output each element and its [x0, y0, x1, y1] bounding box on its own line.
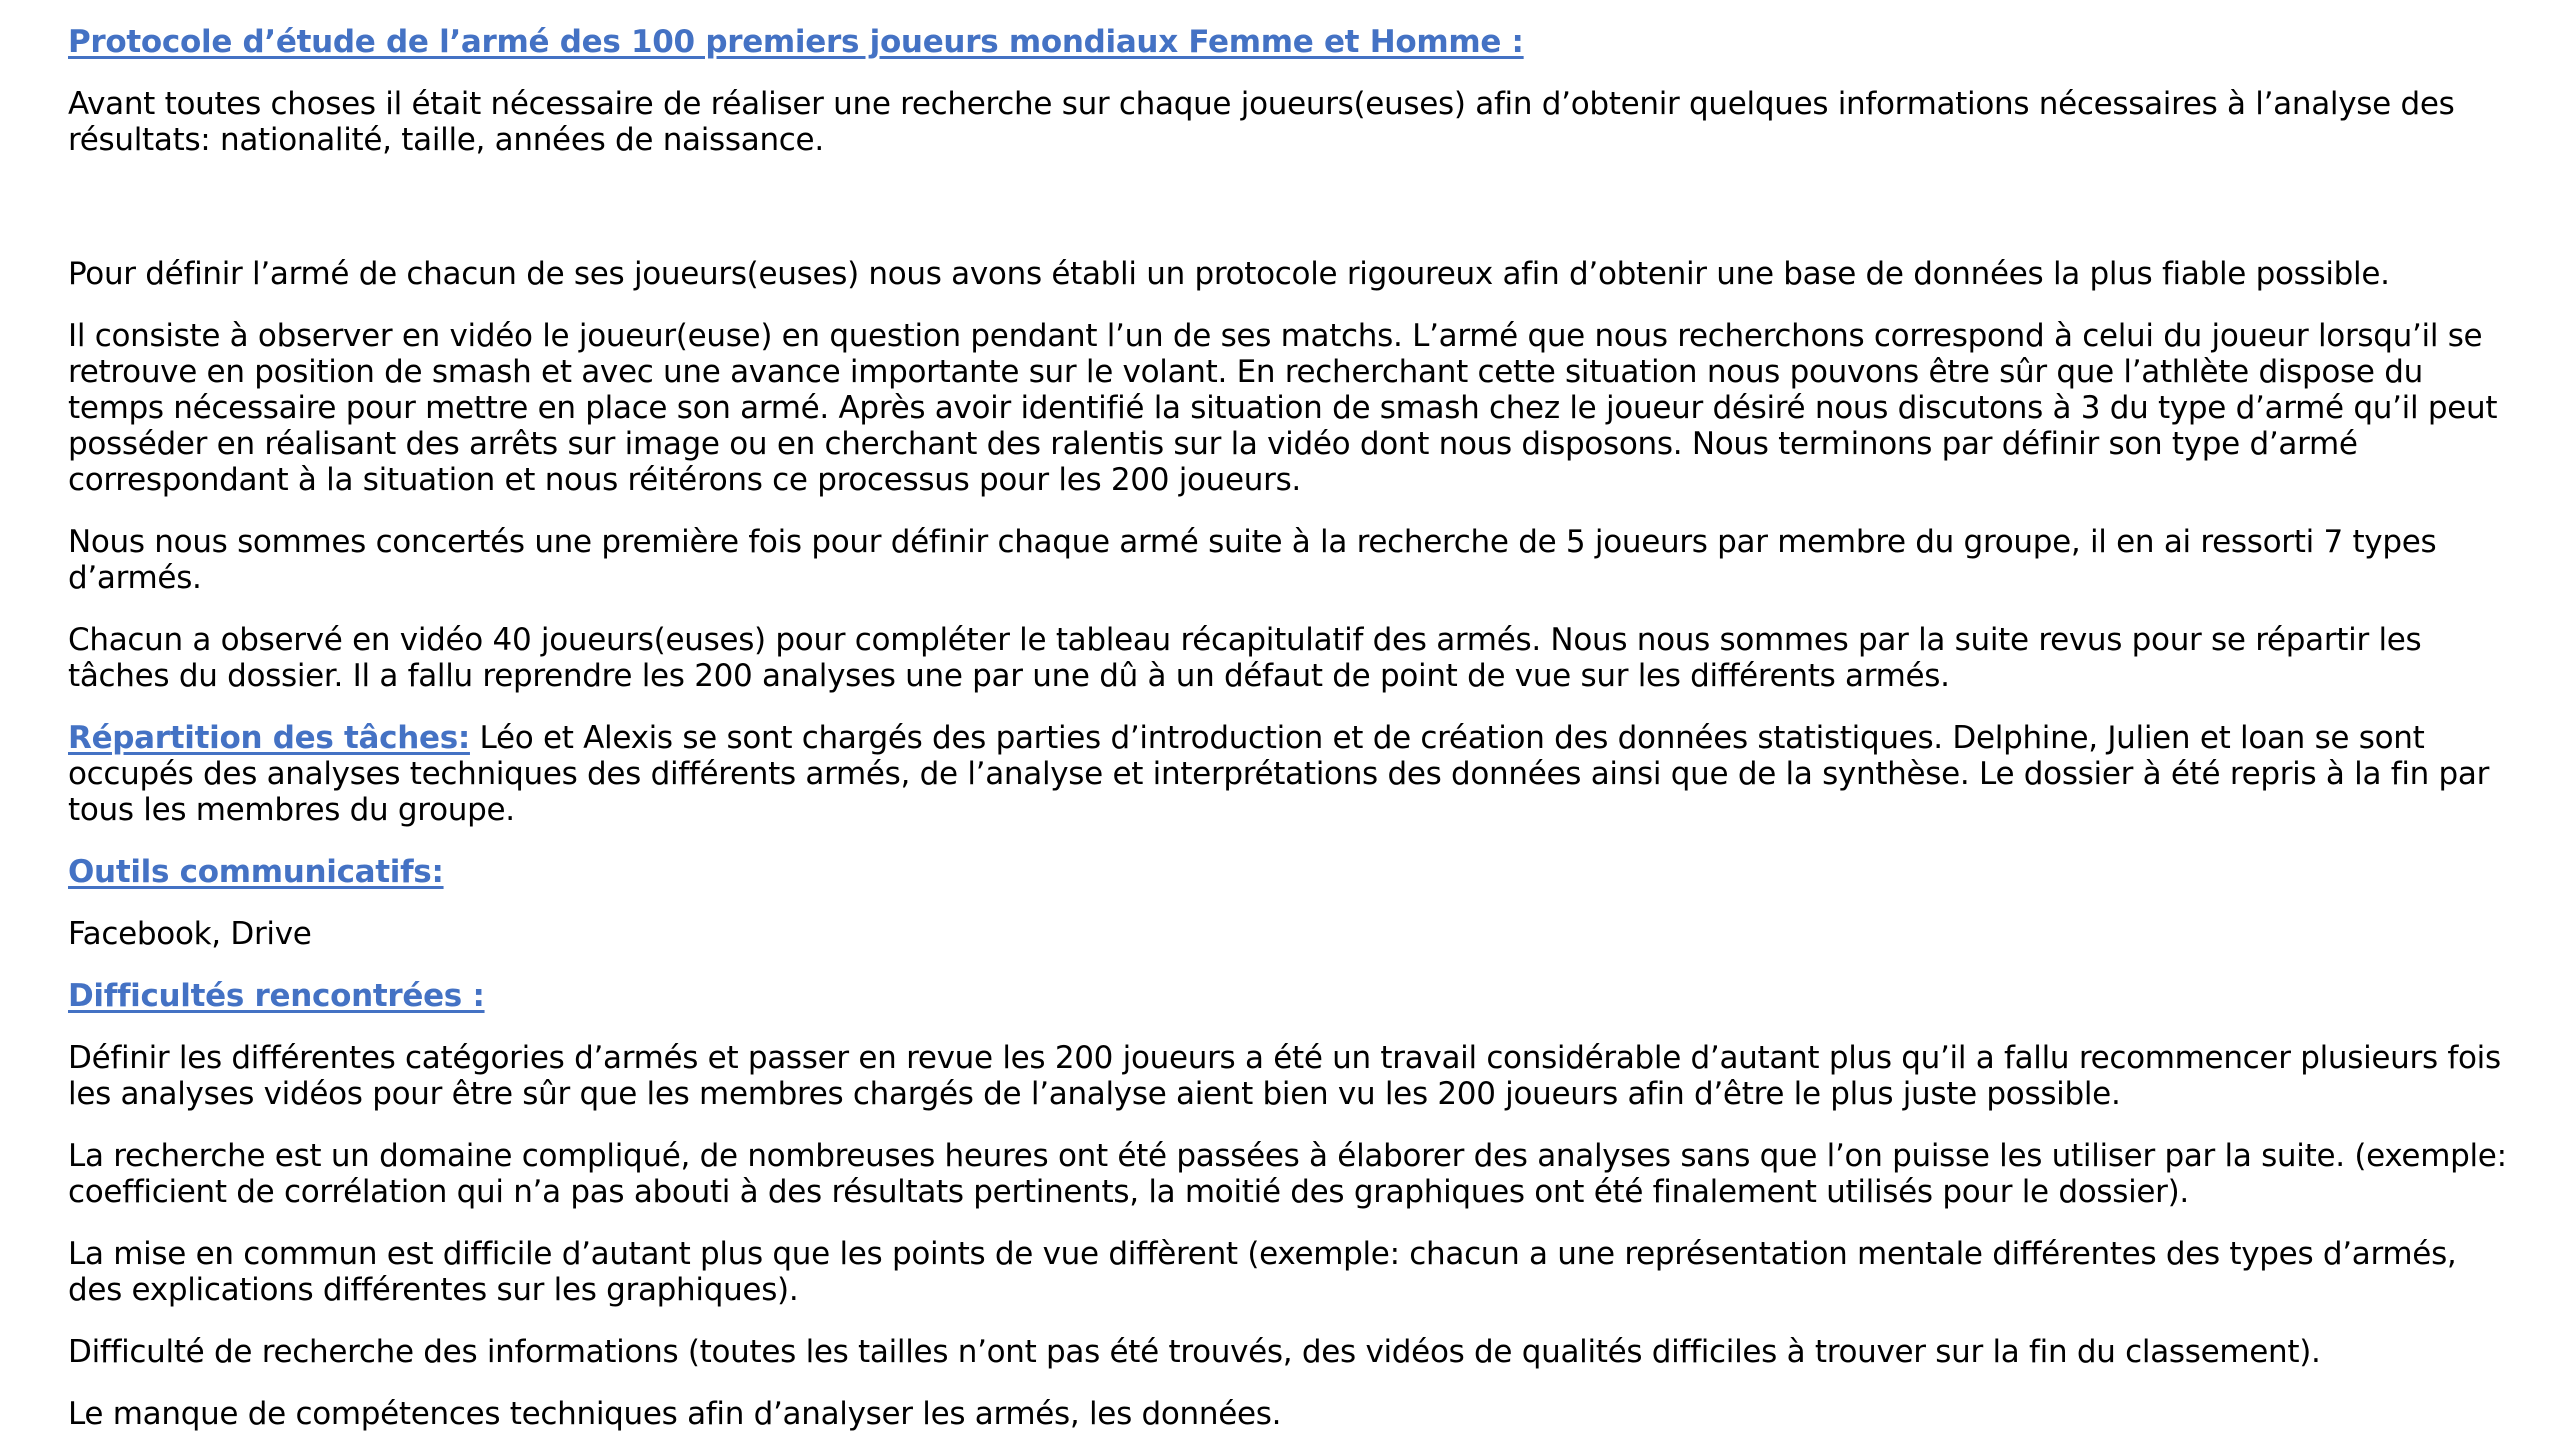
document-title: Protocole d’étude de l’armé des 100 premiers joueurs mondiaux Femme et Homme :	[68, 24, 1524, 60]
difficulte-competences: Le manque de compétences techniques afin d’analyser les armés, les données.	[68, 1396, 1282, 1432]
paragraph-method: Il consiste à observer en vidéo le joueur(euse) en question pendant l’un de ses matchs. L’armé que nous recherchons correspond à celui du joueur lorsqu’il se retrouve en position de smash et avec une avance importante sur le volant. En recherchant cette situation nous pouvons être sûr que l’athlète dispose du temps nécessaire pour mettre en place son armé. Après avoir identifié la situation de smash chez le joueur désiré nous discutons à 3 du type d’armé qu’il peut posséder en réalisant des arrêts sur image ou en cherchant des ralentis sur la vidéo dont nous disposons. Nous terminons par définir son type d’armé correspondant à la situation et nous réitérons ce processus pour les 200 joueurs.	[68, 318, 2498, 498]
outils-text: Facebook, Drive	[68, 916, 312, 952]
paragraph-repartition	[68, 720, 2508, 828]
paragraph-definition: Pour définir l’armé de chacun de ses joueurs(euses) nous avons établi un protocole rigoureux afin d’obtenir une base de données la plus fiable possible.	[68, 256, 2390, 292]
outils-heading: Outils communicatifs:	[68, 854, 444, 890]
repartition-heading: Répartition des tâches:	[68, 720, 470, 756]
repartition-text: Léo et Alexis se sont chargés des parties d’introduction et de création des données statistiques. Delphine, Julien et loan se sont occupés des analyses techniques des différents armés, de l’analyse et interprétations des données ainsi que de la synthèse. Le dossier à été repris à la fin par tous les membres du groupe.	[68, 720, 2490, 828]
paragraph-intro: Avant toutes choses il était nécessaire de réaliser une recherche sur chaque joueurs(euses) afin d’obtenir quelques informations nécessaires à l’analyse des résultats: nationalité, taille, années de naissance.	[68, 86, 2455, 158]
difficulte-categories: Définir les différentes catégories d’armés et passer en revue les 200 joueurs a été un travail considérable d’autant plus qu’il a fallu recommencer plusieurs fois les analyses vidéos pour être sûr que les membres chargés de l’analyse aient bien vu les 200 joueurs afin d’être le plus juste possible.	[68, 1040, 2501, 1112]
difficultes-heading: Difficultés rencontrées :	[68, 978, 485, 1014]
document-page	[68, 24, 2508, 1432]
paragraph-concertation: Nous nous sommes concertés une première fois pour définir chaque armé suite à la recherche de 5 joueurs par membre du groupe, il en ai ressorti 7 types d’armés.	[68, 524, 2437, 596]
difficulte-mise-en-commun: La mise en commun est difficile d’autant plus que les points de vue diffèrent (exemple: chacun a une représentation mentale différentes des types d’armés, des explications différentes sur les graphiques).	[68, 1236, 2457, 1308]
difficulte-informations: Difficulté de recherche des informations (toutes les tailles n’ont pas été trouvés, des vidéos de qualités difficiles à trouver sur la fin du classement).	[68, 1334, 2321, 1370]
paragraph-observation: Chacun a observé en vidéo 40 joueurs(euses) pour compléter le tableau récapitulatif des armés. Nous nous sommes par la suite revus pour se répartir les tâches du dossier. Il a fallu reprendre les 200 analyses une par une dû à un défaut de point de vue sur les différents armés.	[68, 622, 2422, 694]
difficulte-recherche: La recherche est un domaine compliqué, de nombreuses heures ont été passées à élaborer des analyses sans que l’on puisse les utiliser par la suite. (exemple: coefficient de corrélation qui n’a pas abouti à des résultats pertinents, la moitié des graphiques ont été finalement utilisés pour le dossier).	[68, 1138, 2507, 1210]
